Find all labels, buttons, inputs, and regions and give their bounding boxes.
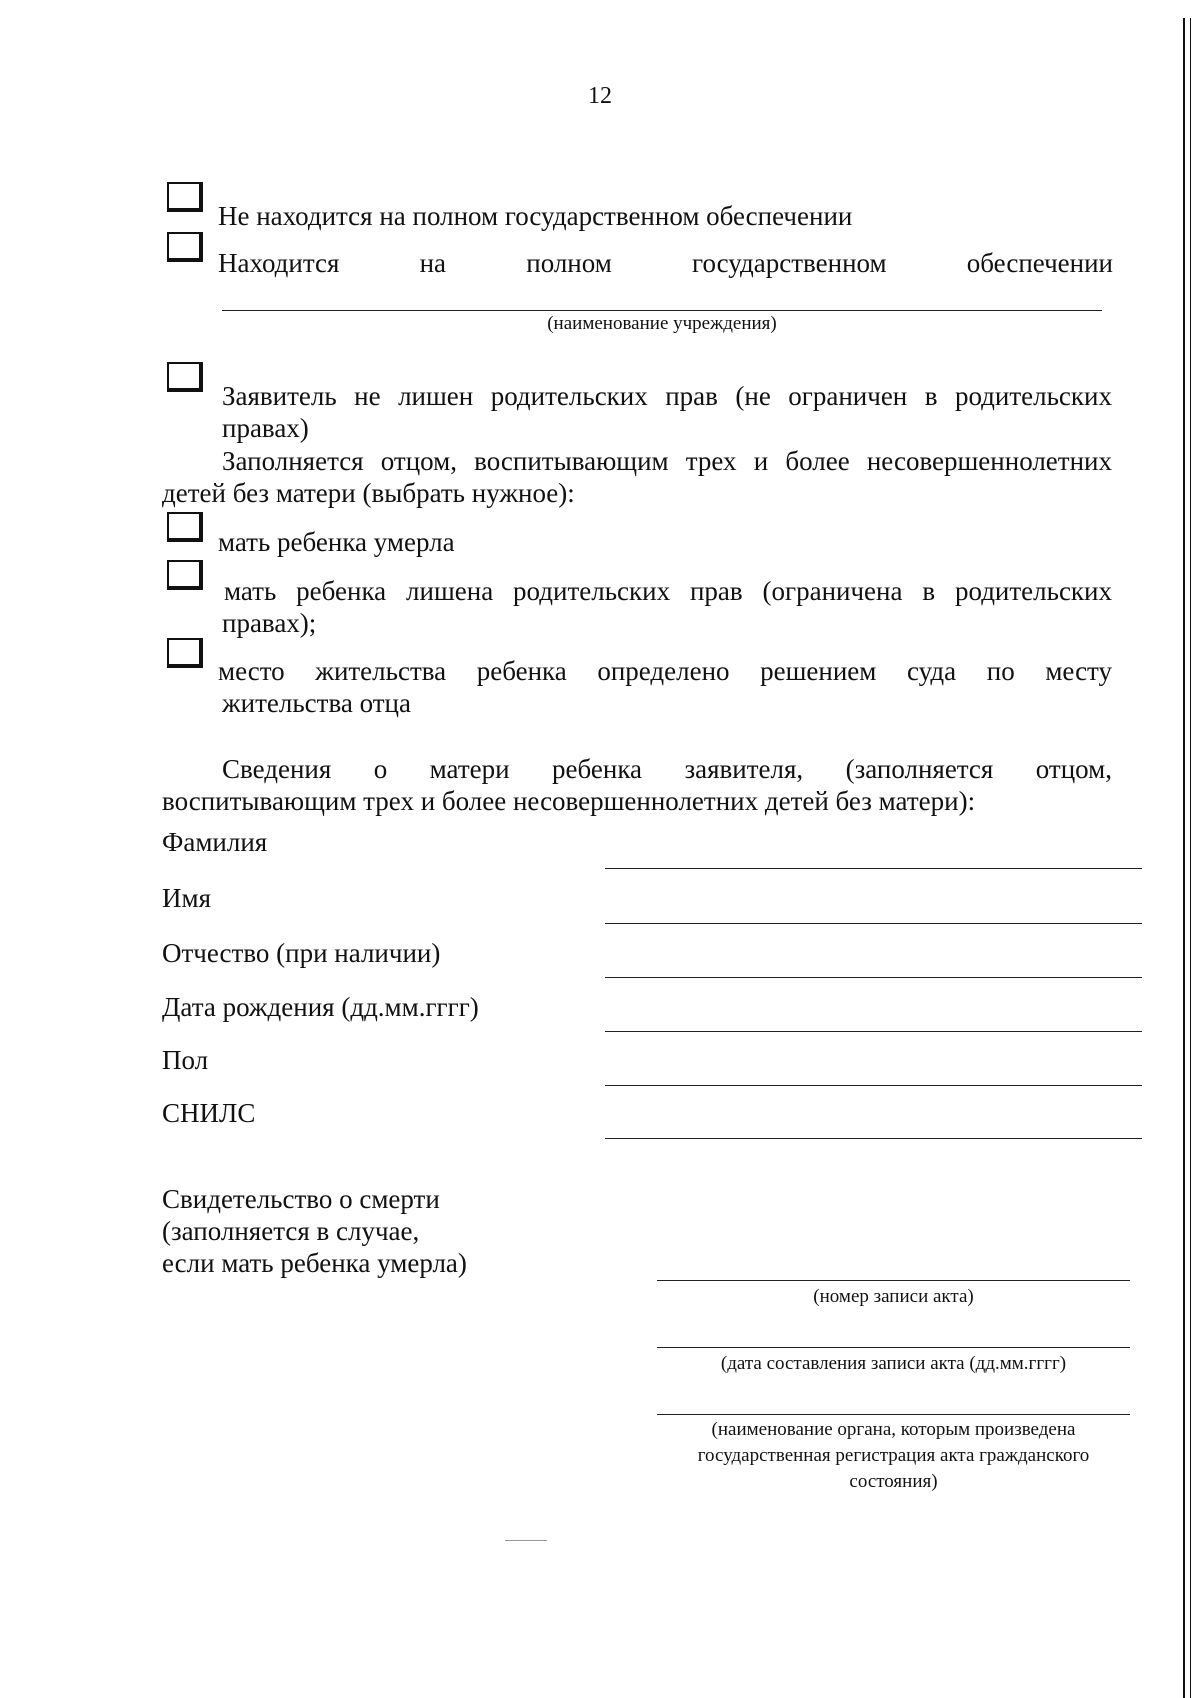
mother-info-intro: Сведения о матери ребенка заявителя, (заполняется отцом, — [222, 754, 1112, 784]
death-certificate-note-cont: если мать ребенка умерла) — [162, 1248, 467, 1278]
surname-field[interactable] — [605, 868, 1142, 869]
checkbox-mother-died[interactable] — [167, 512, 203, 542]
label-residence-by-court-cont: жительства отца — [222, 688, 411, 718]
name-field[interactable] — [605, 923, 1142, 924]
patronymic-label: Отчество (при наличии) — [162, 938, 441, 968]
institution-name-field[interactable] — [222, 310, 1102, 311]
father-intro-text-cont: детей без матери (выбрать нужное): — [162, 478, 575, 508]
label-mother-died: мать ребенка умерла — [218, 527, 455, 557]
snils-field[interactable] — [605, 1138, 1142, 1139]
father-intro-text: Заполняется отцом, воспитывающим трех и более несовершеннолетних — [222, 446, 1112, 476]
record-number-caption: (номер записи акта) — [813, 1286, 974, 1307]
page-border-line — [1183, 18, 1185, 1698]
surname-label: Фамилия — [162, 827, 268, 857]
checkbox-residence-by-court[interactable] — [167, 638, 203, 668]
death-certificate-label: Свидетельство о смерти — [162, 1184, 440, 1214]
sex-field[interactable] — [605, 1085, 1142, 1086]
record-date-field[interactable] — [657, 1347, 1130, 1348]
checkbox-applicant-not-deprived[interactable] — [167, 362, 203, 392]
birth-date-label: Дата рождения (дд.мм.гггг) — [162, 992, 479, 1022]
registration-authority-field[interactable] — [657, 1414, 1130, 1415]
patronymic-field[interactable] — [605, 977, 1142, 978]
name-label: Имя — [162, 883, 212, 913]
registration-authority-caption-cont: государственная регистрация акта гражданского — [697, 1445, 1090, 1466]
mother-info-intro-cont: воспитывающим трех и более несовершеннолетних детей без матери): — [162, 786, 976, 816]
scan-mark — [505, 1540, 547, 1541]
record-number-field[interactable] — [657, 1280, 1130, 1281]
birth-date-field[interactable] — [605, 1031, 1142, 1032]
institution-caption: (наименование учреждения) — [547, 313, 777, 334]
page-number: 12 — [588, 83, 612, 109]
page-border-line — [1190, 18, 1191, 1698]
sex-label: Пол — [162, 1045, 209, 1075]
registration-authority-caption-cont: состояния) — [849, 1471, 938, 1492]
checkbox-mother-deprived[interactable] — [167, 560, 203, 590]
registration-authority-caption: (наименование органа, которым произведена — [711, 1419, 1076, 1440]
label-on-support: Находится на полном государственном обеспечении — [218, 248, 1113, 278]
label-mother-deprived: мать ребенка лишена родительских прав (ограничена в родительских — [224, 576, 1112, 606]
snils-label: СНИЛС — [162, 1098, 256, 1128]
label-residence-by-court: место жительства ребенка определено решением суда по месту — [218, 656, 1112, 686]
checkbox-not-on-support[interactable] — [167, 182, 203, 212]
label-applicant-not-deprived-cont: правах) — [222, 413, 309, 443]
label-mother-deprived-cont: правах); — [222, 608, 317, 638]
checkbox-on-support[interactable] — [167, 232, 203, 262]
record-date-caption: (дата составления записи акта (дд.мм.гггг) — [720, 1353, 1067, 1374]
label-not-on-support: Не находится на полном государственном обеспечении — [218, 201, 853, 231]
label-applicant-not-deprived: Заявитель не лишен родительских прав (не ограничен в родительских — [222, 381, 1112, 411]
death-certificate-note: (заполняется в случае, — [162, 1216, 420, 1246]
